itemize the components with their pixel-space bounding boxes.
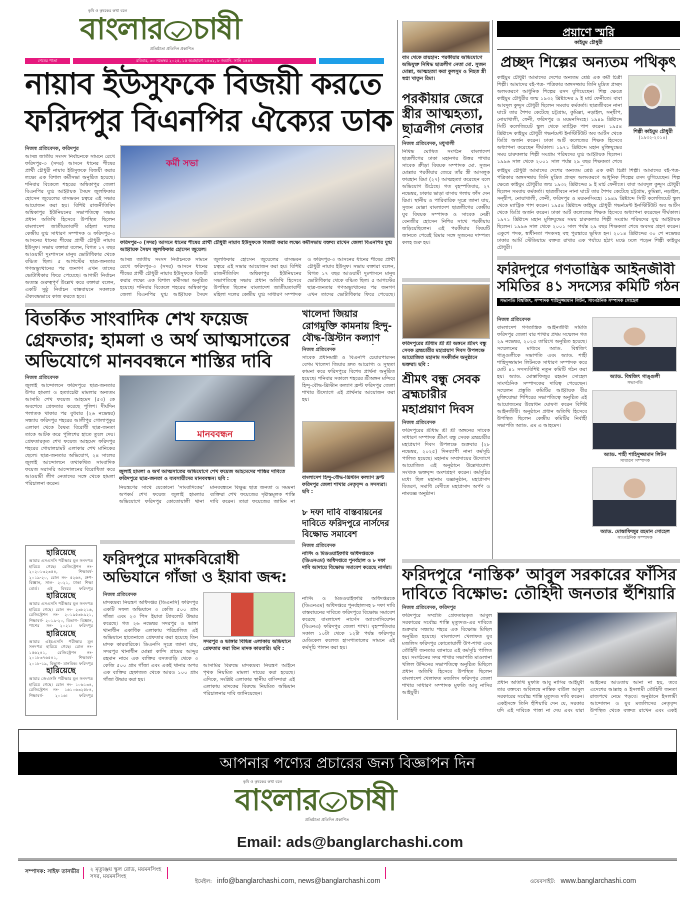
drugs-photo (203, 592, 295, 637)
drugs-photo-caption: সদরপুর ও ভাঙ্গার বিভিন্ন এলাকায় অভিযানে গ্রেফতার করা তিন মাদক কারবারি। ছবি : (203, 639, 291, 652)
dateline-accent-bar (319, 58, 384, 64)
lost-notice-title: হারিয়েছে (46, 628, 76, 638)
dateline: রবিবার, ৩০ নভেম্বর ২০২৫, ১৫ অগ্রহায়ণ ১৪৩২, ৮ জমাদি. সানি ১৪৪৭ (73, 58, 316, 64)
lead-photo-caption: ফরিদপুর-৩ (সদর) আসনে ধানের শীষের প্রার্থী চৌধুরী নায়াব ইউসুফকে বিজয়ী করার লক্ষ্যে কর্মীসভায় বক্তব্য রাখেন জেলা বিএনপির যুগ্ম আহ্বায়ক সৈয়দ জুলফিকার হোসেন জুয়েল। (120, 240, 392, 253)
right-top-headline[interactable]: পরকীয়ার জেরে স্ত্রীর আত্মহত্যা, ছাত্রলীগ নেতার (402, 92, 484, 137)
lost-notice-body: আমার জেএসসি পরীক্ষার মূল সনদপত্র হারিয়ে গেছে। রোল নং- ১০৬১৩৪, রেজিস্ট্রেশন নং- ১৬১০৬৩২৫৮৪, শিক্ষাবর্ষ- ২০১৬। ফরিদপুর (29, 676, 93, 698)
obituary-section-header (497, 21, 680, 37)
ad-logo[interactable] (235, 779, 465, 823)
obituary-body: কাইয়ুম চৌধুরী আমাদের দেশের অন্যতম শ্রেষ্ঠ এক কর্মী চিত্রী শিল্পী। আমাদের বই-পত্র- পত্রিকার অঙ্গসজ্জায় তিনি মুদ্রিত প্রচ্ছদ অলংকরণে আধুনিক শিল্পের রসদ যুগিয়েছেন। শিল্প ক্ষেত্রে কাইয়ুম চৌধুরীর জন্ম ১৯৩২ খ্রিষ্টাব্দের ৯ ই মার্চ ফেনীতে। বাবা আবদুল কুদ্দুস চৌধুরী ছিলেন সমবায় কর্মকর্তা। ছাত্রজীবনে নানা ঘাটে তার শৈশব কেটেছে চট্টগ্রাম, কুমিল্লা, নড়াইল, সন্দ্বীপ, নোয়াখালী, ফেনী, ফরিদপুর ও ময়মনসিংহে। ১৯৪৯ খ্রিষ্টাব্দে সিটি কলেজিয়েট স্কুল থেকে ম্যাট্রিক পাশ করেন। ১৯৫৪ খ্রিষ্টাব্দে কাইয়ুম চৌধুরী গভর্নমেন্ট ইনস্টিটিউট অব আর্টস থেকে ডিগ্রি অর্জন করেন। ঢাকা আর্ট কলেজের শিক্ষক হিসেবে অধ্যাপনা করেছেন দীর্ঘকাল। ১৯৭১ খ্রিষ্টাব্দে মহান মুক্তিযুদ্ধের সময় চারুকলার শিল্পী সংগ্রাম পরিষদের যুগ্ম আহ্বায়ক ছিলেন। ১৯৯৬ সাল থেকে ২০০১ সাল পর্যন্ত ২৯ বছর শিক্ষকতা শেষে (497, 75, 622, 165)
srimat-body: ফরিদপুরের শ্রীধাম শ্রী শ্রী অঙ্গনের সাবেক সাধারণ সম্পাদক শ্রীমৎ বন্ধু সেবক ব্রহ্মচারীর মহাপ্রয়াণ দিবস উপলক্ষে শুক্রবার (২৮ নভেম্বর, ২০২৫) দিনব্যাপী নানা কর্মসূচি পালিত হয়েছে। মহানাম সম্প্রদায়ের উদ্যোগে আয়োজিত এই অনুষ্ঠানে উল্লেখযোগ্য সংখ্যক ভক্তবৃন্দ অংশগ্রহণ করেন। কর্মসূচির মধ্যে ছিল মহানাম যজ্ঞানুষ্ঠান, মহাপ্রসাদ বিতরণ, সমাধি বেদীতে মহাপ্রসাদ অর্পণ ও নামযজ্ঞ অনুষ্ঠান। (402, 428, 490, 497)
lost-notice (29, 629, 93, 667)
nastik-photo (497, 612, 677, 677)
lead-byline: নিজস্ব প্রতিবেদক, ফরিদপুর (25, 146, 79, 152)
lawyer-name-secretary: অ্যাড. শাহী শাহিদুজ্জামান লিটন (603, 452, 667, 458)
obituary-portrait (628, 75, 676, 127)
advertisement-banner-text: আপনার পণ্যের প্রচারের জন্য বিজ্ঞাপন দিন (219, 754, 476, 772)
ad-logo-left-text: বাংলার (235, 783, 318, 818)
lead-body-continued: আসন্ন জাতীয় সংসদ নির্বাচনকে সামনে রেখে ফরিদপুর-৩ (সদর) আসনে ধানের শীষের প্রার্থী চৌধুরী নায়াব ইউসুফকে বিজয়ী করার লক্ষ্যে এক বিশাল কর্মীসভা অনুষ্ঠিত হয়েছে। শনিবার বিকেলে শহরের অম্বিকাপুর জেলা বিএনপির যুগ্ম আহ্বায়ক সৈয়দ জুলফিকার হোসেন জুয়েলের বাসভবন চত্বরে এই সভার আয়োজন করা হয়। বিশিষ্ট রাজনীতিবিদ অম্বিকাপুর ইউনিয়নের সভাপতিত্বে সভায় প্রধান অতিথি হিসেবে উপস্থিত ছিলেন বাংলাদেশ জাতীয়তাবাদী মহিলা দলের কেন্দ্রীয় যুগ্ম সাধারণ সম্পাদক ও ফরিদপুর-৩ আসনের ধানের শীষের প্রার্থী চৌধুরী নায়াব ইউসুফ। সভায় বক্তারা বলেন, বিগত ১৭ বছর আওয়ামী দুঃশাসনে মানুষ ভোটাধিকার থেকে বঞ্চিত ছিল। ৫ আগস্টের ছাত্র-জনতার গণঅভ্যুত্থানের পর জনগণ এখন তাদের ভোটাধিকার ফিরে পেয়েছে। (120, 257, 395, 298)
lost-notice-body: আমার এইচএসসি পরীক্ষার মূল সনদপত্র হারিয়ে গেছে। রোল নং- ১৫৬২৪১, রেজিস্ট্রেশন নং- ২০১৮৩৭৬৫৪১, শিক্ষাবর্ষ- ২০১৮-১৯, বিভাগ- মানবিক। ফরিদপুর (29, 638, 93, 666)
drugs-headline[interactable]: ফরিদপুরে মাদকবিরোধী অভিযানে গাঁজা ও ইয়াবা জব্দ: (103, 550, 287, 586)
masthead-tagline-top: কৃষি ও কৃষকের কথা বলে (88, 8, 128, 13)
lost-notice-title: হারিয়েছে (46, 666, 76, 675)
lost-notice (29, 591, 93, 629)
lead-photo-banner: কর্মী সভা (166, 159, 199, 169)
obituary-section-title: প্রয়াণে স্মরি (562, 26, 615, 39)
section-divider (497, 256, 680, 260)
footer-editor: সম্পাদক: সাইফ তানভীর (25, 869, 80, 875)
nastik-byline: নিজস্ব প্রতিবেদক, ফরিদপুর (402, 605, 456, 611)
logo-left-text: বাংলার (80, 12, 163, 47)
lawyer-role-secretary: সাধারণ সম্পাদক (620, 459, 650, 464)
obituary-headline[interactable]: প্রচ্ছদ শিল্পের অন্যতম পথিকৃৎ (500, 53, 677, 71)
lawyers-subhead: সভাপতি বিশ্বজিৎ, সম্পাদক শাহিদুজ্জামান লিটন, সাংগঠনিক সম্পাদক সোহেল (500, 299, 639, 304)
obituary-portrait-years: (১৯৩২-২০১৪) (638, 136, 668, 141)
lawyer-portrait-president (592, 317, 677, 372)
lawyers-body: বাংলাদেশ গণতান্ত্রিক আইনজীবী সমিতি ফরিদপুর জেলা বার শাখার প্রথম সম্মেলন গত ২৯ নভেম্বর, ২০২৫ তারিখে অনুষ্ঠিত হয়েছে। সম্মেলনের মাধ্যমে অ্যাড. বিশ্বজিৎ গাঙ্গুলীকে সভাপতি এবং অ্যাড. শাহী শাহিদুজ্জামান লিটনকে সাধারণ সম্পাদক করে মোট ৪১ সদস্যবিশিষ্ট নতুন কমিটি গঠন করা হয়। অ্যাড. মোস্তাফিজুর রহমান সোহেল সাংগঠনিক সম্পাদকের দায়িত্ব পেয়েছেন। সম্মেলন প্রস্তুতি কমিটির আহ্বায়ক বীর মুক্তিযোদ্ধা শিশিরের সভাপতিত্বে অনুষ্ঠিত এই আয়োজনের উদ্বোধন ঘোষণা করেন বিশিষ্ট আইনজীবী। অনুষ্ঠানে প্রধান অতিথি হিসেবে উপস্থিত ছিলেন কেন্দ্রীয় কমিটির নির্বাহী সভাপতি অ্যাড. এম এ আহমেদ। (497, 325, 587, 429)
section-divider (100, 540, 295, 544)
srimat-byline: নিজস্ব প্রতিবেদক (402, 420, 436, 426)
obituary-author: কাইয়ুম চৌধুরী (574, 40, 603, 46)
nastik-body: ফরিদপুরে সম্প্রতি গ্রেফতারকৃত আবুল সরকারের সর্বোচ্চ শাস্তি মৃত্যুদণ্ড-এর দাবিতে শুক্রবার সন্ধ্যায় শহরে এক বিক্ষোভ মিছিল অনুষ্ঠিত হয়েছে। বাংলাদেশ খেলাফত যুব মজলিস ফরিদপুর কোতোয়ালী উপ-শাখা এবং তৌহিদী জনতার ব্যানারে এই কর্মসূচি পালিত হয়। সংগঠনের সদর শাখার সভাপতি মাওলানা খলিল উদ্দিনের সভাপতিত্বে অনুষ্ঠিত মিছিলে প্রধান অতিথি হিসেবে উপস্থিত ছিলেন বাংলাদেশ খেলাফত মজলিস ফরিদপুর জেলা শাখার সাধারণ সম্পাদক মুফতি আবু নাসির আইয়ুবী। (402, 613, 492, 696)
fayez-photo-banner: মানববন্ধন (175, 421, 255, 441)
nastik-body-3: আইনের আওতায় আনা না হয়, তবে এদেশের আল্লাহ ও ইসলামী তৌহিদী জনতা রাজপথে নেমে পড়বে। অনুষ্ঠানে ইসলামী আন্দোলন ও যুব মজলিসের নেতৃবৃন্দ উপস্থিত থেকে বক্তব্য রাখেন এবং একই (590, 680, 677, 714)
lawyer-name-president: অ্যাড. বিশ্বজিৎ গাঙ্গুলী (610, 374, 660, 380)
obituary-portrait-name: শিল্পী কাইয়ুম চৌধুরী (633, 129, 673, 135)
nurses-body: নার্সিং ও মিডওয়াইফারি অধিদপ্তরকে (ডিএনএম) অধিদপ্তরে পুনর্বহালসহ ৮ দফা দাবি বাস্তবায়নের দাবিতে ফরিদপুরে বিক্ষোভ সমাবেশ করেছে বাংলাদেশ নার্সেস অ্যাসোসিয়েশন (বিএনএ) ফরিদপুর জেলা শাখা। বৃহস্পতিবার সকাল ১০টা থেকে ১২টা পর্যন্ত ফরিদপুর মেডিকেল কলেজ হাসপাতালের সামনে এই কর্মসূচি পালন করা হয়। (302, 596, 395, 651)
advertisement-banner[interactable] (18, 752, 677, 775)
lost-notice-body: আমার এসএসসি পরীক্ষার মূল সনদপত্র হারিয়ে গেছে। রেজিস্ট্রেশন নং- ২০২০১৩২৩৫৪, শিক্ষাবর্ষ- ২০১৯-২০, রোল নং- ৫২৬৪, গ্রুপ- বিজ্ঞান, সাল- ২০২১, ঢাকা শিক্ষা বোর্ড। এই বিষয়ে ফরিদপুর (29, 558, 93, 591)
ad-email[interactable]: Email: ads@banglarchashi.com (236, 834, 464, 851)
footer-divider (83, 867, 84, 879)
right-top-byline: নিজস্ব প্রতিবেদক, মধুখালী (402, 141, 455, 147)
check-emblem-icon (319, 792, 347, 812)
lead-body: আসন্ন জাতীয় সংসদ নির্বাচনকে সামনে রেখে ফরিদপুর-৩ (সদর) আসনে ধানের শীষের প্রার্থী চৌধুরী নায়াব ইউসুফকে বিজয়ী করার লক্ষ্যে এক বিশাল কর্মীসভা অনুষ্ঠিত হয়েছে। শনিবার বিকেলে শহরের অম্বিকাপুর জেলা বিএনপির যুগ্ম আহ্বায়ক সৈয়দ জুলফিকার হোসেন জুয়েলের বাসভবন চত্বরে এই সভার আয়োজন করা হয়। বিশিষ্ট রাজনীতিবিদ অম্বিকাপুর ইউনিয়নের সভাপতিত্বে সভায় প্রধান অতিথি হিসেবে উপস্থিত ছিলেন বাংলাদেশ জাতীয়তাবাদী মহিলা দলের কেন্দ্রীয় যুগ্ম সাধারণ সম্পাদক ও ফরিদপুর-৩ আসনের ধানের শীষের প্রার্থী চৌধুরী নায়াব ইউসুফ। সভায় বক্তারা বলেন, বিগত ১৭ বছর আওয়ামী দুঃশাসনে মানুষ ভোটাধিকার থেকে বঞ্চিত ছিল। ৫ আগস্টের ছাত্র-জনতার গণঅভ্যুত্থানের পর জনগণ এখন তাদের ভোটাধিকার ফিরে পেয়েছে। আগামী নির্বাচন অত্যন্ত গুরুত্বপূর্ণ উল্লেখ করে বক্তারা বলেন, একটি সুষ্ঠু নির্বাচন বাস্তবায়নে সকলকে ঐক্যবদ্ধভাবে কাজ করতে হবে। (25, 154, 115, 300)
lost-notice-title: হারিয়েছে (46, 591, 76, 600)
footer-divider (167, 867, 168, 879)
drugs-body: মাদকদ্রব্য নিয়ন্ত্রণ অধিদপ্তর (ডিএনসি) ফরিদপুর একটি সফল অভিযানে ৩ কেজি ৫০০ গ্রাম গাঁজা এবং ২৩ পিস ইয়াবা ট্যাবলেট উদ্ধার করেছে। গত ২৬ নভেম্বর সদরপুর ও ভাঙ্গা থানাধীন একাধিক এলাকায় পরিচালিত এই অভিযানে হাতেনাতে গ্রেফতার করা হয়েছে তিন মাদক কারবারিকে। ডিএনসি সূত্রে জানা যায়, সদরপুর থানাধীন মোল্লা কান্দি গ্রামের আব্দুর রহমান নামে এক ব্যক্তির বসতবাড়ি থেকে ৩ কেজি ৫০০ গ্রাম গাঁজা এবং একই থানার অপর এক ব্যক্তির হেফাজত থেকে আরও ১০০ গ্রাম গাঁজা উদ্ধার করা হয়। (103, 600, 198, 683)
fayez-photo-caption: জুলাই হামলা ও অর্থ আত্মসাতের অভিযোগে শেখ ফয়েজ আহমেদের শাস্তির দাবিতে ফরিদপুরে ছাত্র-জনতা ও ব্যবসায়ীদের মানববন্ধন। ছবি : (119, 469, 286, 482)
footer-address: ২ মৃত্যুঞ্জয় স্কুল রোড, ময়মনসিংহ সদর, ময়মনসিংহ (90, 867, 162, 880)
lawyers-byline: নিজস্ব প্রতিবেদক (497, 317, 531, 323)
nurses-headline[interactable]: ৮ দফা দাবি বাস্তবায়নের দাবিতে ফরিদপুরে নার্সদের বিক্ষোভ সমাবেশ (302, 508, 390, 540)
divider (497, 49, 680, 50)
fayez-body-2: নিয়ন্ত্রণের সাথে যেকোনো 'সাংবাদিকের' অপকর্ম শেখ ফয়েজ জুলাই হামলার অভিযোগে ফরিদপুর কোতোয়ালী থানা (119, 485, 204, 505)
srimat-photo (402, 284, 490, 339)
drugs-byline: নিজস্ব প্রতিবেদক (103, 592, 137, 598)
section-divider (402, 278, 490, 282)
lost-notice (29, 666, 93, 698)
lead-photo (120, 145, 395, 238)
check-emblem-icon (164, 21, 192, 41)
masthead (80, 8, 310, 56)
lead-headline-line-1[interactable]: নায়াব ইউসুফকে বিজয়ী করতে (25, 67, 382, 102)
lawyer-name-organizing: অ্যাড. মোস্তাফিজুর রহমান সোহেল (600, 529, 670, 535)
fayez-body-3: মানববন্ধনে বিক্ষুব্ধ ছাত্র জনতা ও সমমনা ব্যক্তিরা শেখ ফয়েজের দৃষ্টান্তমূলক শাস্তি দাবি করেন। তারা ফয়েজের জামিন না (210, 485, 295, 505)
fayez-byline: নিজস্ব প্রতিবেদক (25, 375, 59, 381)
lawyer-portrait-secretary (592, 390, 677, 450)
fayez-body: জুলাই আন্দোলনে ফরিদপুরে ছাত্র-জনতার উপর হামলা ও হত্যাচেষ্টা মামলার অন্যতম আসামি শেখ ফয়েজ আহমেদ (৫৩) কে অবশেষে গ্রেফতার করেছে পুলিশ। দীর্ঘদিন পলাতক থাকার পর বুধবার (২৬ নভেম্বর) সন্ধ্যায় ফরিদপুর শহরের আলীপুর গোলাপুকুর এলাকা থেকে বৈষম্য বিরোধী ছাত্র-জনতা তাকে আটক করে পুলিশের হাতে তুলে দেয়। গ্রেফতারকৃত শেখ ফয়েজ আহমেদ ফরিদপুর শহরের গোয়ালচামট এলাকার শেখ মানিকের ছেলে। ছাত্র-জনতার অভিযোগ, ২৪ সালের জুলাই আন্দোলনে তথাকথিত সাংবাদিক ফয়েজ সরাসরি আন্দোলনের বিরোধিতা করে আওয়ামী লীগ নেতাদের সঙ্গে থেকে হামলা পরিচালনা করেন। (25, 383, 115, 487)
nastik-body-2: প্রধান অতিথি মুফতি আবু নাসির আইয়ুবী তার বক্তব্যে অবিলম্বে নাস্তিক বাউল আবুল সরকারের সর্বোচ্চ শাস্তি মৃত্যুদণ্ড দাবি করেন। একইসঙ্গে তিনি হুঁশিয়ারি দেন যে, সরকার যদি এই দাবিকে পাত্তা না দেয় এবং যারা (497, 680, 584, 714)
column-divider (397, 20, 398, 720)
section-divider (402, 559, 680, 563)
fayez-photo (119, 375, 295, 467)
lawyers-headline[interactable]: ফরিদপুরে গণতান্ত্রিক আইনজীবী সমিতির ৪১ সদস্যের কমিটি গঠন (497, 262, 680, 295)
column-divider (492, 20, 493, 560)
lawyer-portrait-organizing (592, 467, 677, 527)
ad-logo-tagline-bottom: প্রতিষ্ঠাতা প্রতিদিন প্রকাশিত (305, 817, 349, 822)
nastik-headline[interactable]: ফরিদপুরে ‘নাস্তিক’ আবুল সরকারের ফাঁসির দাবিতে বিক্ষোভ: তৌহিদী জনতার হুঁশিয়ারি (402, 565, 677, 603)
prayer-body: সাবেক প্রধানমন্ত্রী ও বিএনপি চেয়ারপারসন বেগম খালেদা জিয়ার দ্রুত আরোগ্য ও সুস্থতা কামনা করে ফরিদপুরে বিশেষ প্রার্থনা অনুষ্ঠিত হয়েছে। শনিবার সকালে শহরের শ্রীঅঙ্গন মন্দিরে হিন্দু-বৌদ্ধ-খ্রিস্টান কল্যাণ ফ্রন্ট ফরিদপুর জেলা শাখার উদ্যোগে এই প্রার্থনার আয়োজন করা হয়। (302, 355, 395, 403)
lost-notice-title: হারিয়েছে (46, 548, 76, 557)
lost-notices-box (25, 545, 97, 716)
footer-email (195, 868, 380, 887)
lawyer-role-president: সভাপতি (627, 381, 643, 386)
lawyer-role-organizing: সাংগঠনিক সম্পাদক (617, 536, 653, 541)
footer-website-value[interactable]: www.banglarchashi.com (560, 878, 637, 885)
obituary-body-continued: কাইয়ুম চৌধুরী আমাদের দেশের অন্যতম শ্রেষ্ঠ এক কর্মী চিত্রী শিল্পী। আমাদের বই-পত্র- পত্রিকার অঙ্গসজ্জায় তিনি মুদ্রিত প্রচ্ছদ অলংকরণে আধুনিক শিল্পের রসদ যুগিয়েছেন। শিল্প ক্ষেত্রে কাইয়ুম চৌধুরীর জন্ম ১৯৩২ খ্রিষ্টাব্দের ৯ ই মার্চ ফেনীতে। বাবা আবদুল কুদ্দুস চৌধুরী ছিলেন সমবায় কর্মকর্তা। ছাত্রজীবনে নানা ঘাটে তার শৈশব কেটেছে চট্টগ্রাম, কুমিল্লা, নড়াইল, সন্দ্বীপ, নোয়াখালী, ফেনী, ফরিদপুর ও ময়মনসিংহে। ১৯৪৯ খ্রিষ্টাব্দে সিটি কলেজিয়েট স্কুল থেকে ম্যাট্রিক পাশ করেন। ১৯৫৪ খ্রিষ্টাব্দে কাইয়ুম চৌধুরী গভর্নমেন্ট ইনস্টিটিউট অব আর্টস থেকে ডিগ্রি অর্জন করেন। ঢাকা আর্ট কলেজের শিক্ষক হিসেবে অধ্যাপনা করেছেন দীর্ঘকাল। ১৯৭১ খ্রিষ্টাব্দে মহান মুক্তিযুদ্ধের সময় চারুকলার শিল্পী সংগ্রাম পরিষদের যুগ্ম আহ্বায়ক ছিলেন। ১৯৯৬ সাল থেকে ২০০১ সাল পর্যন্ত ২৯ বছর শিক্ষকতা শেষে অবসর গ্রহণ করেন। একুশে পদক, স্বাধীনতা পদকসহ বহু পুরস্কারে ভূষিত হন। ২০১৪ খ্রিষ্টাব্দের ৩০ শে নভেম্বর ঢাকার আর্মি স্টেডিয়ামে বক্তব্য রাখার এক পর্যায়ে হঠাৎ মঞ্চে ঢলে পড়েন শিল্পী কাইয়ুম চৌধুরী। (497, 168, 680, 251)
newspaper-logo[interactable] (80, 14, 310, 46)
lead-headline-line-2[interactable]: ফরিদপুর বিএনপির ঐক্যের ডাক (25, 104, 393, 139)
footer-email-value[interactable]: info@banglarchashi.com, news@banglarchashi.com (217, 878, 381, 885)
footer-email-label: ইমেইল: (195, 879, 212, 885)
section-label: শেষের পাতা (25, 58, 70, 64)
prayer-note: বাংলাদেশ হিন্দু-বৌদ্ধ-খ্রিস্টান কল্যাণ ফ্রন্ট ফরিদপুর জেলা শাখার নেতৃবৃন্দ ও সদস্যরা। ছবি : (302, 475, 387, 495)
right-top-photos (402, 21, 490, 53)
footer-divider (385, 867, 386, 879)
footer-top-rule (18, 860, 677, 861)
prayer-photo (302, 421, 395, 473)
srimat-photo-caption: ফরিদপুরের শ্রীধাম শ্রী শ্রী অঙ্গনে শ্রীমৎ বন্ধু সেবক ব্রহ্মচারীর মহাপ্রয়াণ দিবস উপলক্ষে আয়োজিত মহানাম সংকীর্তন অনুষ্ঠানে ভক্তরা। ছবি : (402, 341, 487, 368)
lost-notice (29, 548, 93, 591)
ad-logo-tagline-top: কৃষি ও কৃষকের কথা বলে (243, 779, 283, 784)
section-divider (300, 303, 395, 307)
prayer-byline: নিজস্ব প্রতিবেদক (302, 347, 336, 353)
masthead-tagline-bottom: প্রতিষ্ঠাতা প্রতিদিন প্রকাশিত (150, 46, 194, 51)
prayer-headline[interactable]: খালেদা জিয়ার রোগমুক্তি কামনায় হিন্দু-বৌদ্ধ-খ্রিস্টান কল্যাণ (302, 309, 392, 344)
nurses-byline: নিজস্ব প্রতিবেদক (302, 543, 336, 549)
right-top-caption: বাম থেকে রায়হান: পরকীয়ার অভিযোগে অভিযুক্ত নিষিদ্ধ ছাত্রলীগ নেতা মো. সুজন মোল্লা, আত্মহত্যা করা কুলসুম ও নিহত স্ত্রী স্বপ্না খাতুন রিমা। (402, 55, 486, 82)
footer-website (530, 868, 636, 887)
logo-right-text: চাষী (192, 12, 241, 47)
lost-notice-body: আমার এসএসসি পরীক্ষার মূল সনদপত্র হারিয়ে গেছে। রোল নং- ২৩৮২১৬, রেজিস্ট্রেশন নং- ২০১৯৫৩৮৯২১, শিক্ষাবর্ষ- ২০১৯-২০, বিভাগ- বিজ্ঞান, পাশের সন- ২০২১। ফরিদপুর (29, 601, 93, 628)
right-top-body: নিষিদ্ধ ঘোষিত সংগঠন বাংলাদেশ ছাত্রলীগের ঢাকা মহানগর উত্তর শাখার সাবেক ক্রীড়া বিষয়ক সম্পাদক মো. সুজন মোল্লার পরকীয়ার জেরে তাঁর স্ত্রী আসলুক ফারহান রিমা (২৭) আত্মহত্যা করেছেন বলে অভিযোগ উঠেছে। গত বৃহস্পতিবার, ২৭ নভেম্বর, ঢাকার ভাড়া বাসায় গলায় ফাঁস দেন রিমা। স্থানীয় ও পারিবারিক সূত্রে জানা যায়, সুজন মোল্লা বাংলাদেশ ছাত্রলীগের কেন্দ্রীয় যুব বিষয়ক সম্পাদক ও সাবেক নেত্রী বেনজীর হোসেন নিশির সাথে পরকীয়ায় জড়িয়েছিলেন। এই পরকীয়ার বিষয়টি জানতে পেরেই রিমার সঙ্গে সুজনের দাম্পত্য কলহ শুরু হয়। (402, 149, 490, 246)
ad-newspaper-logo (235, 785, 465, 817)
ad-logo-right-text: চাষী (347, 783, 396, 818)
lawyers-subhead-bar (497, 298, 680, 306)
nurses-caption: নার্সিং ও মিডওয়াইফারি অধিদপ্তরকে (ডিএনএম) অধিদপ্তরে পুনর্বহাল ও ৮ দফা দাবি আদায়ে বিক্ষোভ সমাবেশ করেছে নার্সরা। (302, 551, 392, 571)
drugs-body-2: আসামির বিরুদ্ধে মাদকদ্রব্য নিয়ন্ত্রণ আইনে পৃথক নিয়মিত মামলা দায়ের করা হয়েছে। এদিকে, সংশ্লিষ্ট এলাকার স্থানীয় বাসিন্দারা এই এলাকায় মাদকের বিরুদ্ধে নিয়মিত অভিযান পরিচালনার দাবি জানিয়েছেন। (203, 663, 295, 697)
footer-website-label: ওয়েবসাইট: (530, 879, 556, 885)
fayez-headline[interactable]: বিতর্কিত সাংবাদিক শেখ ফয়েজ গ্রেফতার; হামলা ও অর্থ আত্মসাতের অভিযোগে মানববন্ধনে শাস্তির দাবি (25, 309, 290, 372)
srimat-headline[interactable]: শ্রীমৎ বন্ধু সেবক ব্রহ্মচারীর মহাপ্রয়াণ দিবস (402, 372, 480, 416)
